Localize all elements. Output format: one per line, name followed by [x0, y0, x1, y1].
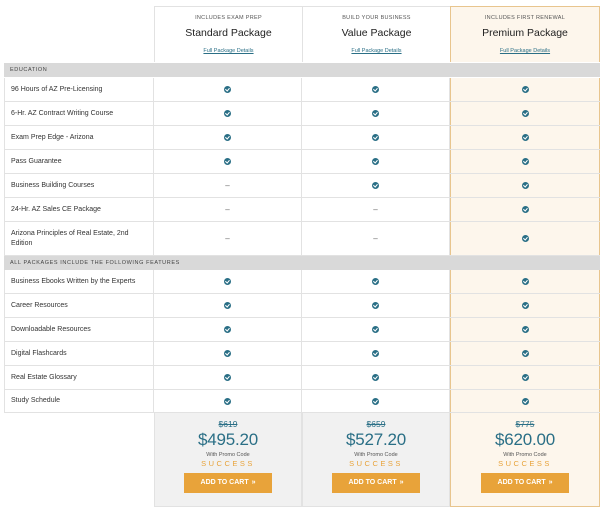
chevron-right-icon: »	[251, 479, 256, 486]
feature-label: Real Estate Glossary	[4, 366, 154, 389]
check-circle-icon	[372, 302, 379, 309]
standard-sale-price: $495.20	[197, 430, 259, 449]
feature-cell	[302, 126, 450, 149]
check-circle-icon	[224, 350, 231, 357]
feature-label: Pass Guarantee	[4, 150, 154, 173]
feature-cell	[450, 198, 600, 221]
table-row	[4, 318, 600, 342]
table-row	[4, 294, 600, 318]
dash-icon: –	[225, 180, 230, 190]
dash-icon: –	[373, 233, 378, 243]
table-row	[4, 126, 600, 150]
standard-add-to-cart-button[interactable]	[184, 473, 272, 493]
feature-cell	[302, 366, 450, 389]
feature-label: Career Resources	[4, 294, 154, 317]
feature-cell	[302, 102, 450, 125]
check-circle-icon	[522, 350, 529, 357]
check-circle-icon	[224, 326, 231, 333]
check-circle-icon	[372, 134, 379, 141]
feature-cell	[302, 342, 450, 365]
feature-cell	[450, 342, 600, 365]
feature-cell	[154, 78, 302, 101]
feature-cell	[302, 174, 450, 197]
check-circle-icon	[372, 398, 379, 405]
standard-package-title: Standard Package	[185, 27, 272, 39]
feature-cell	[154, 222, 302, 255]
feature-cell	[154, 390, 302, 412]
feature-cell	[450, 174, 600, 197]
check-circle-icon	[372, 158, 379, 165]
check-circle-icon	[372, 350, 379, 357]
feature-cell	[154, 366, 302, 389]
check-circle-icon	[372, 374, 379, 381]
feature-cell	[450, 366, 600, 389]
feature-label: 24-Hr. AZ Sales CE Package	[4, 198, 154, 221]
section-title: EDUCATION	[10, 67, 48, 73]
value-package-eyebrow: BUILD YOUR BUSINESS	[342, 15, 411, 21]
check-circle-icon	[224, 110, 231, 117]
section-title: ALL PACKAGES INCLUDE THE FOLLOWING FEATURES	[10, 260, 180, 266]
premium-promo-code: SUCCESS	[498, 459, 552, 468]
feature-cell	[154, 270, 302, 293]
premium-package-details-link[interactable]: Full Package Details	[499, 48, 551, 54]
value-add-to-cart-label: ADD TO CART	[348, 479, 397, 486]
check-circle-icon	[372, 278, 379, 285]
feature-cell	[302, 222, 450, 255]
feature-label: Business Ebooks Written by the Experts	[4, 270, 154, 293]
feature-cell	[302, 390, 450, 412]
premium-package-pricing	[450, 413, 600, 507]
premium-package-eyebrow: INCLUDES FIRST RENEWAL	[484, 15, 566, 21]
check-circle-icon	[224, 374, 231, 381]
feature-cell	[302, 198, 450, 221]
check-circle-icon	[224, 86, 231, 93]
standard-promo-code: SUCCESS	[201, 459, 255, 468]
standard-promo-note: With Promo Code	[206, 452, 250, 458]
value-sale-price: $527.20	[345, 430, 407, 449]
feature-label: 96 Hours of AZ Pre-Licensing	[4, 78, 154, 101]
table-row	[4, 78, 600, 102]
check-circle-icon	[522, 182, 529, 189]
check-circle-icon	[522, 374, 529, 381]
feature-label: 6-Hr. AZ Contract Writing Course	[4, 102, 154, 125]
feature-cell	[450, 222, 600, 255]
feature-label: Digital Flashcards	[4, 342, 154, 365]
feature-cell	[450, 150, 600, 173]
feature-cell	[154, 126, 302, 149]
feature-cell	[154, 198, 302, 221]
feature-cell	[154, 294, 302, 317]
premium-add-to-cart-button[interactable]	[481, 473, 569, 493]
feature-cell	[154, 102, 302, 125]
premium-package-title: Premium Package	[482, 27, 568, 39]
premium-old-price: $775	[515, 419, 535, 429]
value-add-to-cart-button[interactable]	[332, 473, 420, 493]
feature-cell	[302, 150, 450, 173]
check-circle-icon	[522, 110, 529, 117]
chevron-right-icon: »	[399, 479, 404, 486]
feature-cell	[154, 150, 302, 173]
check-circle-icon	[522, 86, 529, 93]
feature-cell	[450, 294, 600, 317]
section-header	[4, 256, 600, 270]
standard-old-price: $619	[218, 419, 238, 429]
check-circle-icon	[224, 398, 231, 405]
check-circle-icon	[522, 206, 529, 213]
premium-add-to-cart-label: ADD TO CART	[497, 479, 546, 486]
table-row	[4, 342, 600, 366]
value-promo-code: SUCCESS	[349, 459, 403, 468]
feature-label: Study Schedule	[4, 390, 154, 412]
feature-cell	[450, 318, 600, 341]
feature-cell	[302, 78, 450, 101]
chevron-right-icon: »	[548, 479, 553, 486]
check-circle-icon	[224, 278, 231, 285]
feature-label: Exam Prep Edge - Arizona	[4, 126, 154, 149]
check-circle-icon	[522, 134, 529, 141]
premium-package-header	[450, 6, 600, 62]
value-package-pricing	[302, 413, 450, 507]
table-row	[4, 150, 600, 174]
feature-cell	[302, 270, 450, 293]
feature-cell	[302, 318, 450, 341]
table-row	[4, 270, 600, 294]
table-row	[4, 390, 600, 413]
standard-package-eyebrow: INCLUDES EXAM PREP	[195, 15, 262, 21]
table-row	[4, 222, 600, 256]
table-row	[4, 174, 600, 198]
value-package-details-link[interactable]: Full Package Details	[351, 48, 402, 54]
check-circle-icon	[224, 134, 231, 141]
feature-cell	[450, 390, 600, 412]
check-circle-icon	[372, 182, 379, 189]
premium-sale-price: $620.00	[494, 430, 556, 449]
table-row	[4, 198, 600, 222]
standard-package-header	[154, 6, 302, 62]
standard-package-pricing	[154, 413, 302, 507]
dash-icon: –	[225, 233, 230, 243]
feature-cell	[450, 270, 600, 293]
value-old-price: $659	[366, 419, 386, 429]
section-header	[4, 63, 600, 77]
check-circle-icon	[224, 302, 231, 309]
feature-cell	[154, 318, 302, 341]
feature-cell	[302, 294, 450, 317]
check-circle-icon	[372, 110, 379, 117]
feature-cell	[450, 102, 600, 125]
standard-add-to-cart-label: ADD TO CART	[200, 479, 249, 486]
check-circle-icon	[522, 398, 529, 405]
check-circle-icon	[522, 158, 529, 165]
check-circle-icon	[522, 326, 529, 333]
value-package-title: Value Package	[341, 27, 412, 39]
value-promo-note: With Promo Code	[354, 452, 398, 458]
check-circle-icon	[224, 158, 231, 165]
feature-label: Downloadable Resources	[4, 318, 154, 341]
feature-label: Arizona Principles of Real Estate, 2nd Edition	[4, 222, 154, 255]
table-row	[4, 366, 600, 390]
feature-cell	[450, 126, 600, 149]
check-circle-icon	[372, 326, 379, 333]
check-circle-icon	[522, 302, 529, 309]
table-row	[4, 102, 600, 126]
dash-icon: –	[373, 204, 378, 214]
feature-cell	[154, 174, 302, 197]
check-circle-icon	[372, 86, 379, 93]
check-circle-icon	[522, 278, 529, 285]
premium-promo-note: With Promo Code	[503, 452, 547, 458]
check-circle-icon	[522, 235, 529, 242]
feature-cell	[154, 342, 302, 365]
standard-package-details-link[interactable]: Full Package Details	[203, 48, 254, 54]
value-package-header	[302, 6, 450, 62]
feature-label: Business Building Courses	[4, 174, 154, 197]
dash-icon: –	[225, 204, 230, 214]
feature-cell	[450, 78, 600, 101]
